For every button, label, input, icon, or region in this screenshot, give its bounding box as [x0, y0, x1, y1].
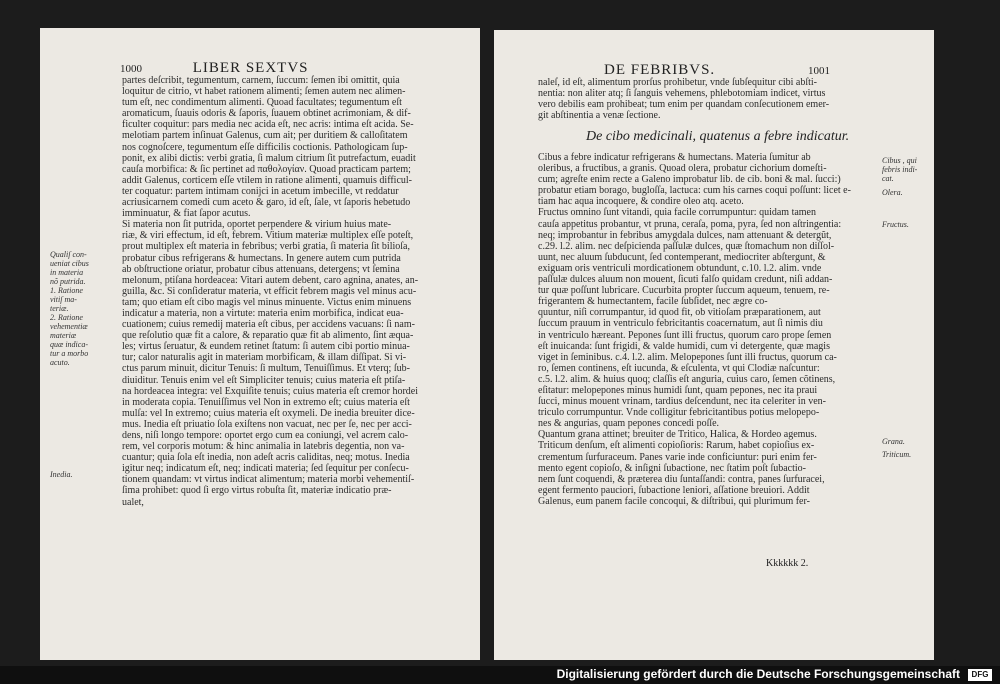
text-line: probatur cibus refrigerans & humectans. In genere autem cum putrida	[122, 252, 401, 264]
text-line: c.29. l.2. alim. nec deſpicienda paſſulæ dulces, quæ ſtomachum non diſſol-	[538, 240, 835, 252]
text-line: les; virtus ſeruatur, & eundem retinet ſtatum: ſi autem cibi portio minua-	[122, 341, 410, 353]
text-line: partes deſcribit, tegumentum, carnem, ſuccum: ſemen ibi omittit, quia	[122, 75, 400, 86]
margin-note-line: materiæ	[50, 331, 77, 340]
text-line: tur; calor naturalis agit in materiam morbificam, & illam diſſipat. Si vi-	[122, 352, 407, 364]
text-line: egent fermento pauciori, ſubactione leniori, aſſatione breuiori. Addit	[538, 484, 810, 496]
margin-note-grana	[882, 437, 905, 446]
text-line: mus. Inedia eſt priuatio ſola exiſtens non vacuat, nec per ſe, nec per acci-	[122, 418, 412, 430]
margin-note-line: cat.	[882, 174, 894, 183]
text-line: cauſa appetitus probantur, vt pruna, ceraſa, poma, pyra, ſed non aſtringentia:	[538, 218, 842, 230]
left-page	[40, 28, 480, 660]
text-line: prout multiplex eſt materia in febribus; verbi gratia, ſi materia ſit bilioſa,	[122, 241, 410, 253]
text-line: git abſtinentia a venæ ſectione.	[538, 110, 661, 122]
page-number-right: 1001	[807, 65, 830, 77]
margin-note-triticum	[882, 450, 911, 459]
text-line: eſitatur: melopepones minus humidi ſunt, quam pepones, nec ita praui	[538, 384, 818, 396]
margin-note-line: 2. Ratione	[50, 313, 83, 322]
dfg-logo: DFG	[968, 669, 992, 681]
text-line: vero debilis eam prohibeat; tum enim per quandam conſecutionem emer-	[538, 99, 830, 111]
text-line: Fructus omnino ſunt vitandi, quia facile corrumpuntur: quidam tamen	[538, 207, 816, 219]
text-line: probatur etiam borago, bugloſſa, lactuca: cum his carnes coqui poſſunt: licet e-	[538, 185, 851, 197]
text-line: ficulter coquitur: pars media nec acida eſt, nec acris: intima eſt acida. Se-	[122, 119, 414, 131]
text-line: frigerantem & humectantem, facile ſubſidet, nec ægre co-	[538, 296, 768, 308]
text-line: loquitur de citrio, vt habet rationem alimenti; ſemen autem nec alimen-	[122, 86, 406, 98]
text-line: tionem quandam: vt virtus indicat alimentum; materia morbi vehementiſ-	[122, 474, 415, 486]
text-line: rem, vel corporis motum: & hinc animalia in latebris degentia, non va-	[122, 441, 405, 453]
text-line: paſſulæ dulces aluum non mouent, ſicuti falſo quidam credunt, niſi addan-	[538, 274, 833, 286]
margin-note-cibus	[882, 156, 917, 183]
text-line: nes & angurias, quam pepones concedi poſſe.	[538, 418, 720, 430]
margin-note-line: vitiſ ma-	[50, 295, 77, 304]
text-line: mulſa: vel In extremo; cuius materia eſt oxymeli. De inedia breuiter dice-	[122, 407, 415, 419]
text-line: oleribus, a fructibus, a granis. Quoad olera, probatur cichorium domeſti-	[538, 163, 827, 175]
text-line: ſuccum prauum in ventriculo febricitantis coacernatum, aut ſi nimis diu	[538, 318, 823, 330]
margin-note-line: vehementiæ	[50, 322, 88, 331]
margin-note-line: Cibus , qui	[882, 156, 917, 165]
text-line: Galenus, eum panem facile concoqui, & diſtribui, qui plurimum fer-	[538, 495, 810, 507]
text-line: ponit, ex alibi dictis: verbi gratia, ſi malum citrium ſit putrefactum, euadit	[122, 152, 416, 164]
text-line: quuntur, niſi corrumpantur, id quod fit, ob vitioſam præparationem, aut	[538, 307, 821, 319]
text-line: na hordeacea integra: vel Exquiſite tenuis; cuius materia eſt cremor hordei	[122, 385, 418, 397]
margin-note-line: ueniat cibus	[50, 259, 89, 268]
text-line: cuantur; quia ſola eſt inedia, non adeſt acris caliditas, neq; motus. Inedia	[122, 452, 410, 464]
text-line: nos cognoſcere, tegumentum eſſe difficilis coctionis. Pathologicam ſup-	[122, 141, 408, 153]
running-head-right: DE FEBRIBVS.	[604, 62, 716, 78]
text-line: acriusicarnem comedi cum aceto & garo, id eſt, ſale, vt ſaporis hebetudo	[122, 197, 411, 209]
right-body-text	[538, 152, 873, 507]
left-body-text	[122, 75, 456, 508]
text-line: guilla, &c. Si conſideratur materia, vt efficit febrem magis vel minus acu-	[122, 285, 417, 297]
margin-note-line: Qualiſ con-	[50, 250, 87, 259]
footer-bar	[0, 666, 1000, 684]
margin-note-line: Fructus.	[882, 220, 909, 229]
text-line: addit Galenus, corticem eſſe vtilem in ratione alimenti, quamuis difficul-	[122, 174, 413, 186]
text-line: dens, niſi longo tempore: oportet ergo cum ea coniungi, vel acrem calo-	[122, 430, 409, 441]
running-head-left: LIBER SEXTVS	[192, 60, 309, 76]
text-line: Cibus a febre indicatur refrigerans & humectans. Materia ſumitur ab	[538, 152, 811, 163]
page-number-left: 1000	[120, 63, 142, 75]
text-line: in moderata copia. Tenuiſſimus vel Non in extremo eſt; cuius materia eſt	[122, 396, 410, 408]
text-line: que reſolutio quæ fit a calore, & reparatio quæ fit ab alimento, ſint æqua-	[122, 330, 414, 342]
text-line: nem ſunt coquendi, & præterea diu ſuntaſſandi: contra, panes ſurfuracei,	[538, 473, 825, 485]
margin-note-line: acuto.	[50, 358, 70, 367]
funding-notice: Digitalisierung gefördert durch die Deutsche Forschungsgemeinschaft	[556, 667, 960, 681]
margin-note-olera	[882, 188, 903, 197]
text-line: tur quæ poſſunt lubricare. Cucurbita propter ſuccum aqueum, tenuem, re-	[538, 285, 830, 297]
text-line: uunt, nec aluum ſubducunt, ſed contemperant, mediocriter abſtergunt, &	[538, 251, 826, 263]
margin-note-line: in materia	[50, 268, 84, 277]
margin-note-inedia	[50, 470, 72, 479]
margin-note-line: nõ putrida.	[50, 277, 86, 286]
text-line: triculo corrumpuntur. Vnde colligitur febricitantibus potius melopepo-	[538, 407, 820, 419]
text-line: diuiditur. Tenuis enim vel eſt Simpliciter tenuis; cuius materia eſt ptiſa-	[122, 374, 406, 386]
text-line: indicatur a materia, non a virtute: materia enim morbifica, indicat eua-	[122, 307, 404, 319]
text-line: melonum, ptiſana hordeacea: Vitari autem debent, caro agnina, anates, an-	[122, 274, 419, 286]
text-line: neq; improbantur in febribus amygdala dulces, nam attenuant & detergũt,	[538, 229, 832, 241]
text-line: exiguam oris ventriculi mordicationem obtundunt, c.10. l.2. alim. vnde	[538, 262, 822, 274]
text-line: mento egent copioſo, & inſigni ſubactione, nec ſtatim poſt ſubactio-	[538, 462, 806, 474]
margin-note-qualis	[50, 250, 89, 367]
section-heading: De cibo medicinali, quatenus a febre indicatur.	[586, 129, 850, 144]
text-line: ctus parum minuit, dicitur Tenuis: ſi multum, Tenuiſſimus. Et vterq; ſub-	[122, 363, 410, 375]
text-line: melotiam partem inſinuat Galenus, cum ait; per duritiem & calloſitatem	[122, 130, 408, 142]
text-line: aromaticum, ſuauis odoris & ſaporis, ſuauem obtinet acrimoniam, & dif-	[122, 108, 411, 120]
margin-note-line: quæ indica-	[50, 340, 88, 349]
text-line: tam; quo etiam eſt cibo magis vel minus minuente. Victus enim minuens	[122, 296, 412, 308]
text-line: tiam hac aqua incoquere, & condire oleo atq. aceto.	[538, 196, 744, 208]
text-line: cum; agreſte enim recte a Galeno improbatur lib. de cib. boni & mal. ſucci:)	[538, 174, 841, 186]
text-line: ab obſtructione oriatur, probatur cibus attenuans, detergens; vt ſemina	[122, 263, 400, 275]
text-line: naleſ, id eſt, alimentum prorſus prohibetur, vnde ſubſequitur cibi abſti-	[538, 77, 817, 88]
text-line: imminuatur, & fiat ſapor acutus.	[122, 208, 251, 220]
margin-note-line: febris indi-	[882, 165, 918, 174]
margin-note-line: Triticum.	[882, 450, 912, 459]
text-line: c.5. l.2. alim. & huius quoq; claſſis eſt anguria, cuius caro, ſemen cõtinens,	[538, 373, 836, 385]
text-line: in ventriculo hæreant. Pepones ſunt illi fructus, quorum caro prope ſemen	[538, 329, 832, 341]
text-line: cauſa morbifica: & ſic pertinet ad παθολογίαν. Quoad practicam partem;	[122, 163, 411, 175]
text-line: viget in ſeminibus. c.4. l.2. alim. Melopepones ſunt illi fructus, quorum ca-	[538, 351, 837, 363]
text-line: Triticum denſum, eſt alimenti copioſioris: Rarum, habet copioſius ex-	[538, 440, 815, 452]
margin-note-fructus	[882, 220, 909, 229]
margin-note-line: Olera.	[882, 188, 903, 197]
text-line: Quantum grana attinet; breuiter de Tritico, Halica, & Hordeo agemus.	[538, 429, 817, 441]
text-line: ſucci, minus mouent vrinam, tardius deſcendunt, nec ita celeriter in ven-	[538, 396, 826, 408]
text-line: Si materia non ſit putrida, oportet perpendere & virium huius mate-	[122, 219, 392, 231]
text-line: nentia: non aliter atq; ſi ſanguis vehemens, phlebotomiam indicet, virtus	[538, 88, 826, 100]
text-line: riæ, & viri effectum, id eſt, febrem. Vitium materiæ multiplex eſſe poteſt,	[122, 230, 414, 242]
text-line: ſima prohibet: quod ſi ergo virtus robuſta ſit, materiæ indicatio præ-	[122, 485, 392, 497]
text-line: ualet,	[122, 496, 144, 508]
signature-mark: Kkkkkk 2.	[766, 558, 809, 569]
text-line: ro, ſemen continens, eſt iucunda, & eſculenta, vt qui Clodiæ naſcuntur:	[538, 362, 820, 374]
text-line: cuationem; cuius remedij materia eſt cibus, per accidens vacuans: ſi nam-	[122, 319, 415, 331]
text-line: ter coquatur: partem intimam conijci in acetum imbecille, vt reddatur	[122, 185, 399, 197]
right-top-text	[538, 77, 873, 121]
text-line: tum eſt, nec condimentum alimenti. Quoad facultates; tegumentum eſt	[122, 97, 402, 109]
right-page	[494, 30, 934, 660]
margin-note-line: Grana.	[882, 437, 905, 446]
margin-note-line: tur a morbo	[50, 349, 89, 358]
margin-note-line: 1. Ratione	[50, 286, 83, 295]
text-line: crementum ſurfuraceum. Panes varie inde conficiuntur: puri enim fer-	[538, 451, 817, 463]
margin-note-line: Inedia.	[50, 470, 73, 479]
text-line: igitur neq; indicatum eſt, neq; indicati materia; ſed ſequitur per conſecu-	[122, 463, 409, 475]
text-line: eſt inuicanda: ſunt frigidi, & valde humidi, cum vi detergente, quæ magis	[538, 340, 830, 352]
margin-note-line: teriæ.	[50, 304, 69, 313]
